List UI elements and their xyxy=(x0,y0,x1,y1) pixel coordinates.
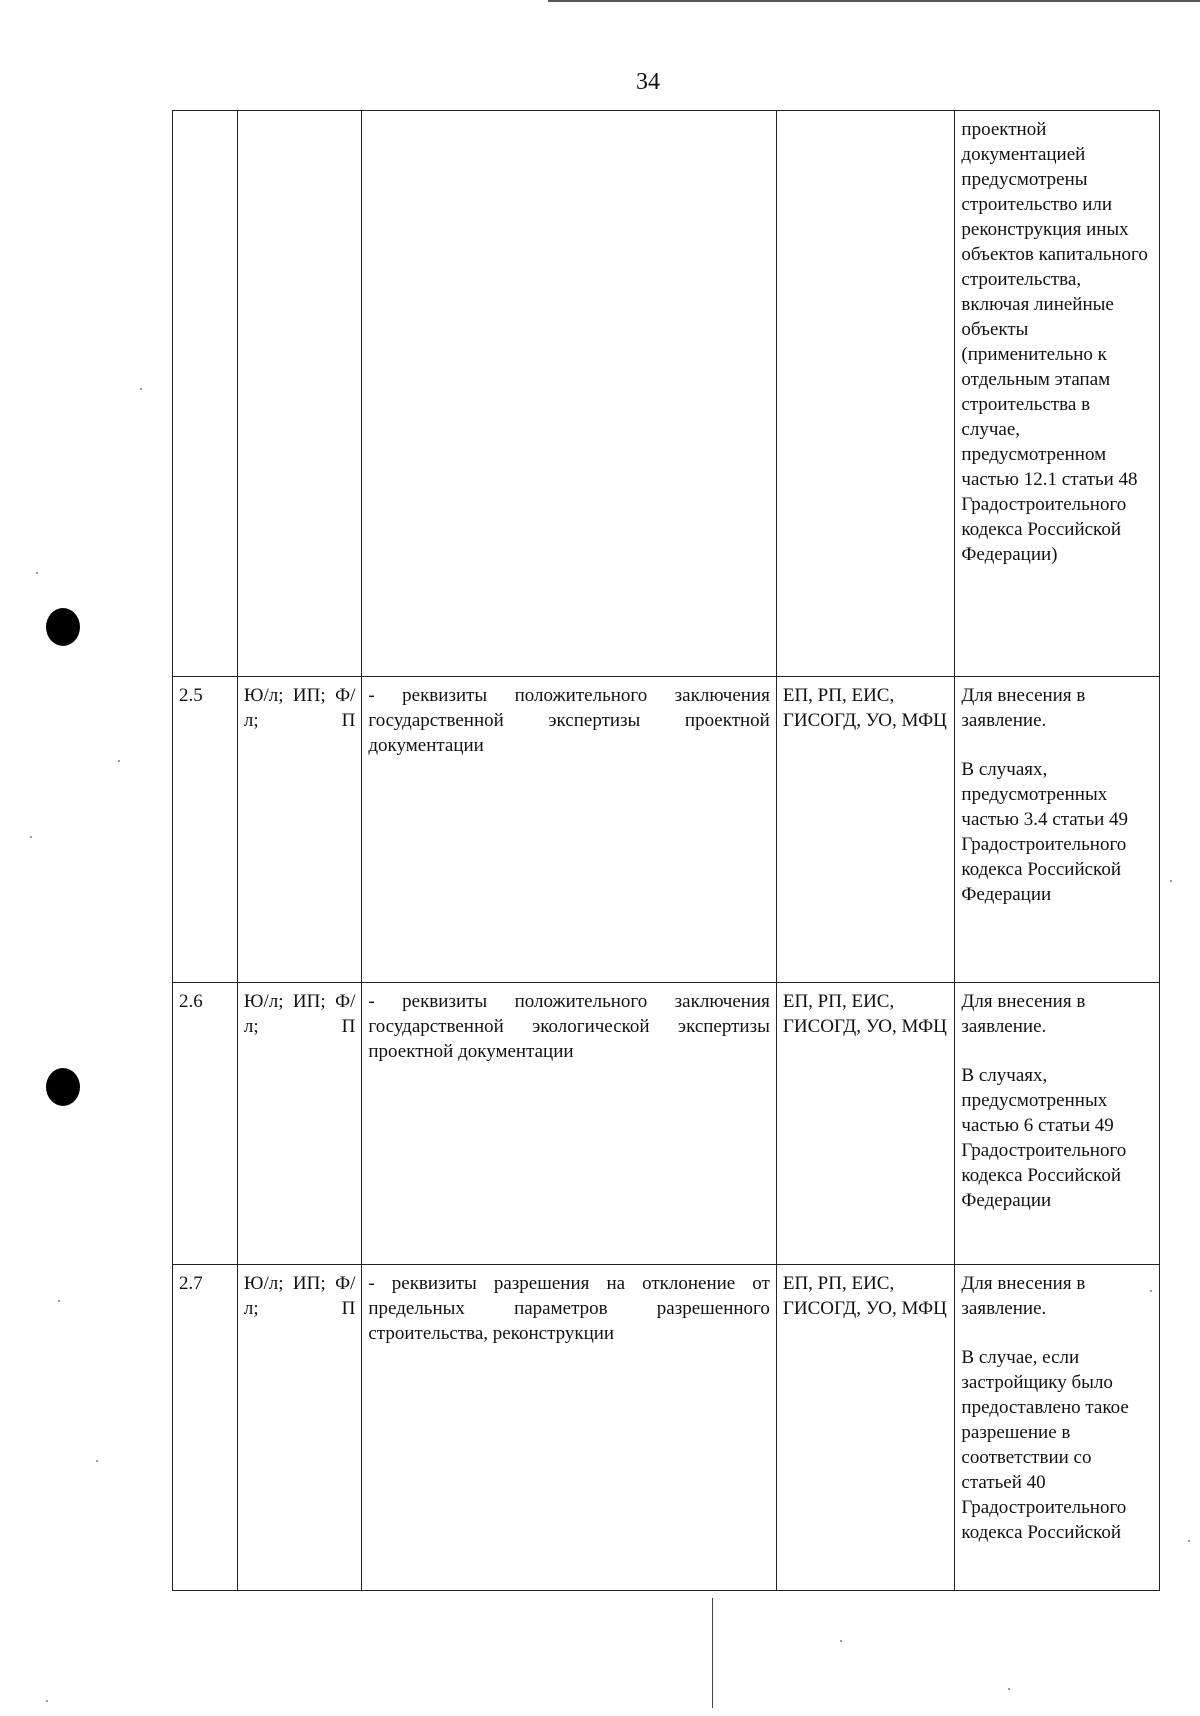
note-paragraph: проектной документацией предусмотрены строительство или реконструкция иных объектов капитального строительства, включая линейные объекты (применительно к отдельным этапам строительства в случае, предусмотренном частью 12.1 статьи 48 Градостроительного кодекса Российской Федерации) xyxy=(961,119,1148,565)
scan-artifact-line xyxy=(712,1598,713,1708)
note-paragraph: Для внесения в заявление. xyxy=(961,1273,1086,1319)
note-paragraph: Для внесения в заявление. xyxy=(961,685,1086,731)
source-channels-cell: ЕП, РП, ЕИС, ГИСОГД, УО, МФЦ xyxy=(776,983,955,1265)
note-cell xyxy=(955,1265,1160,1591)
requirements-table xyxy=(172,110,1160,1591)
applicant-type-cell: Ю/л; ИП; Ф/л; П xyxy=(237,677,361,983)
source-channels-cell xyxy=(776,111,955,677)
top-edge-rule xyxy=(548,0,1200,2)
note-paragraph: В случаях, предусмотренных частью 6 статьи 49 Градостроительного кодекса Российской Федерации xyxy=(961,1065,1127,1211)
note-cell xyxy=(955,677,1160,983)
binder-hole-mark xyxy=(46,1068,80,1106)
applicant-type-cell xyxy=(237,111,361,677)
applicant-type-cell: Ю/л; ИП; Ф/л; П xyxy=(237,983,361,1265)
note-paragraph: В случае, если застройщику было предоставлено такое разрешение в соответствии со статьей 40 Градостроительного кодекса Российской xyxy=(961,1347,1129,1543)
row-number-cell: 2.7 xyxy=(173,1265,238,1591)
document-description-cell: - реквизиты положительного заключения государственной экспертизы проектной документации xyxy=(362,677,776,983)
document-description-cell: - реквизиты разрешения на отклонение от предельных параметров разрешенного строительства, реконструкции xyxy=(362,1265,776,1591)
source-channels-cell: ЕП, РП, ЕИС, ГИСОГД, УО, МФЦ xyxy=(776,677,955,983)
page-number: 34 xyxy=(636,69,660,95)
note-paragraph: В случаях, предусмотренных частью 3.4 статьи 49 Градостроительного кодекса Российской Федерации xyxy=(961,759,1129,905)
applicant-type-cell: Ю/л; ИП; Ф/л; П xyxy=(237,1265,361,1591)
table-row xyxy=(173,677,1160,983)
table-row xyxy=(173,983,1160,1265)
note-cell xyxy=(955,983,1160,1265)
row-number-cell: 2.6 xyxy=(173,983,238,1265)
row-number-cell xyxy=(173,111,238,677)
note-cell xyxy=(955,111,1160,677)
row-number-cell: 2.5 xyxy=(173,677,238,983)
document-description-cell: - реквизиты положительного заключения государственной экологической экспертизы проектной документации xyxy=(362,983,776,1265)
table-row xyxy=(173,1265,1160,1591)
table-row xyxy=(173,111,1160,677)
document-description-cell xyxy=(362,111,776,677)
source-channels-cell: ЕП, РП, ЕИС, ГИСОГД, УО, МФЦ xyxy=(776,1265,955,1591)
binder-hole-mark xyxy=(46,608,80,646)
note-paragraph: Для внесения в заявление. xyxy=(961,991,1086,1037)
